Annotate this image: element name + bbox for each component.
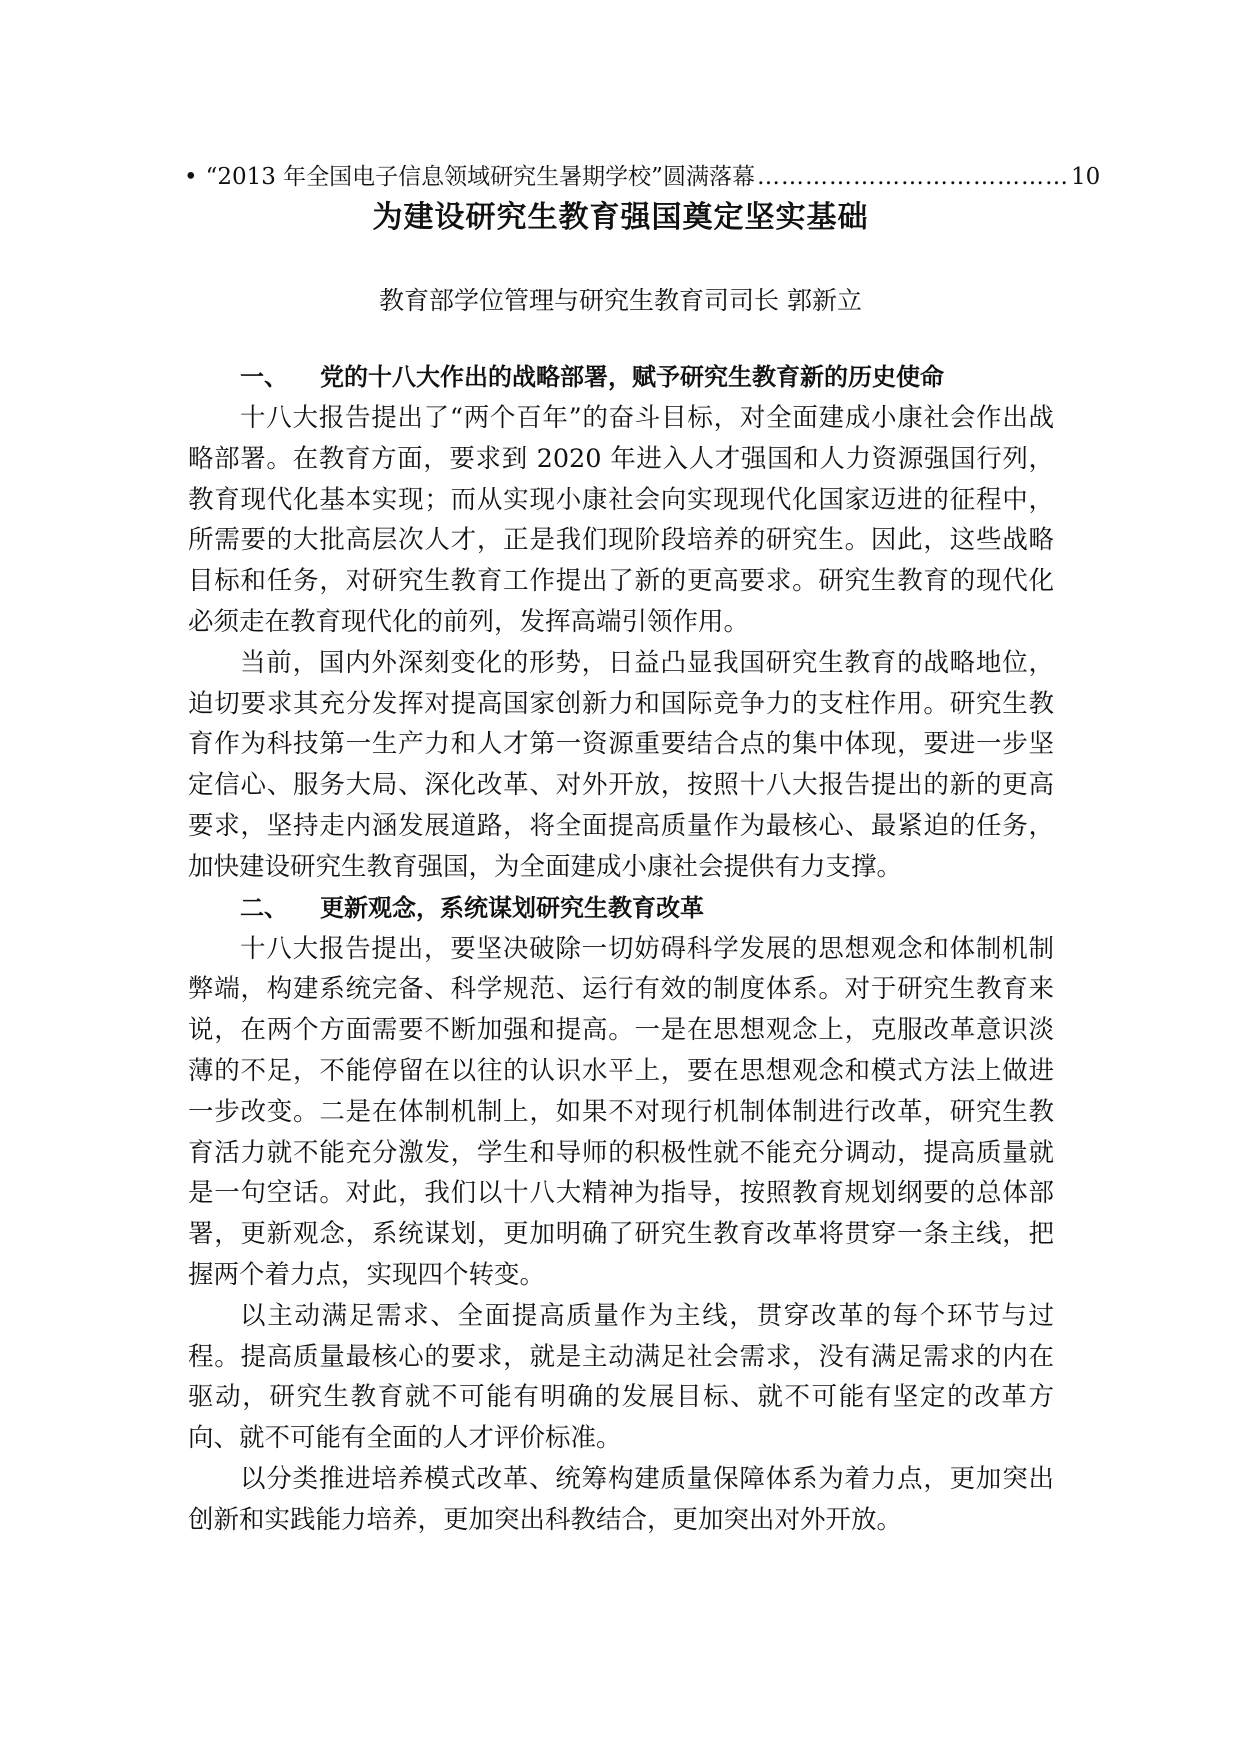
paragraph: 十八大报告提出了“两个百年”的奋斗目标，对全面建成小康社会作出战略部署。在教育方面，要求到 2020 年进入人才强国和人力资源强国行列，教育现代化基本实现；而从实现小康社会向实现现代化国家迈进的征程中，所需要的大批高层次人才，正是我们现阶段培养的研究生。因此，这些战略目标和任务，对研究生教育工作提出了新的更高要求。研究生教育的现代化必须走在教育现代化的前列，发挥高端引领作用。: [188, 403, 1054, 637]
paragraph: 以分类推进培养模式改革、统筹构建质量保障体系为着力点，更加突出创新和实践能力培养，更加突出科教结合，更加突出对外开放。: [188, 1463, 1054, 1535]
section-number: 二、: [240, 893, 288, 922]
toc-entry-title: “2013 年全国电子信息领域研究生暑期学校”圆满落幕: [205, 164, 755, 190]
article-author: 教育部学位管理与研究生教育司司长 郭新立: [379, 286, 862, 315]
section-heading-1: [188, 357, 1054, 398]
section-heading-text: 更新观念，系统谋划研究生教育改革: [320, 893, 704, 922]
section-heading-2: [188, 888, 1054, 929]
paragraph: 当前，国内外深刻变化的形势，日益凸显我国研究生教育的战略地位，迫切要求其充分发挥对提高国家创新力和国际竞争力的支柱作用。研究生教育作为科技第一生产力和人才第一资源重要结合点的集中体现，要进一步坚定信心、服务大局、深化改革、对外开放，按照十八大报告提出的新的更高要求，坚持走内涵发展道路，将全面提高质量作为最核心、最紧迫的任务，加快建设研究生教育强国，为全面建成小康社会提供有力支撑。: [188, 647, 1054, 882]
paragraph: 十八大报告提出，要坚决破除一切妨碍科学发展的思想观念和体制机制弊端，构建系统完备、科学规范、运行有效的制度体系。对于研究生教育来说，在两个方面需要不断加强和提高。一是在思想观念上，克服改革意识淡薄的不足，不能停留在以往的认识水平上，要在思想观念和模式方法上做进一步改变。二是在体制机制上，如果不对现行机制体制进行改革，研究生教育活力就不能充分激发，学生和导师的积极性就不能充分调动，提高质量就是一句空话。对此，我们以十八大精神为指导，按照教育规划纲要的总体部署，更新观念，系统谋划，更加明确了研究生教育改革将贯穿一条主线，把握两个着力点，实现四个转变。: [188, 933, 1054, 1290]
toc-page-number: 10: [1070, 164, 1101, 190]
section-number: 一、: [240, 363, 288, 391]
toc-entry[interactable]: [184, 160, 1101, 194]
section-heading-text: 党的十八大作出的战略部署，赋予研究生教育新的历史使命: [320, 363, 944, 391]
toc-dot-leader: …………………………………: [756, 164, 1069, 190]
article-title: 为建设研究生教育强国奠定坚实基础: [372, 200, 869, 235]
toc-bullet: •: [184, 164, 198, 190]
article-body: [188, 357, 1054, 1541]
paragraph: 以主动满足需求、全面提高质量作为主线，贯穿改革的每个环节与过程。提高质量最核心的要求，就是主动满足社会需求，没有满足需求的内在驱动，研究生教育就不可能有明确的发展目标、就不可能有坚定的改革方向、就不可能有全面的人才评价标准。: [188, 1300, 1054, 1454]
